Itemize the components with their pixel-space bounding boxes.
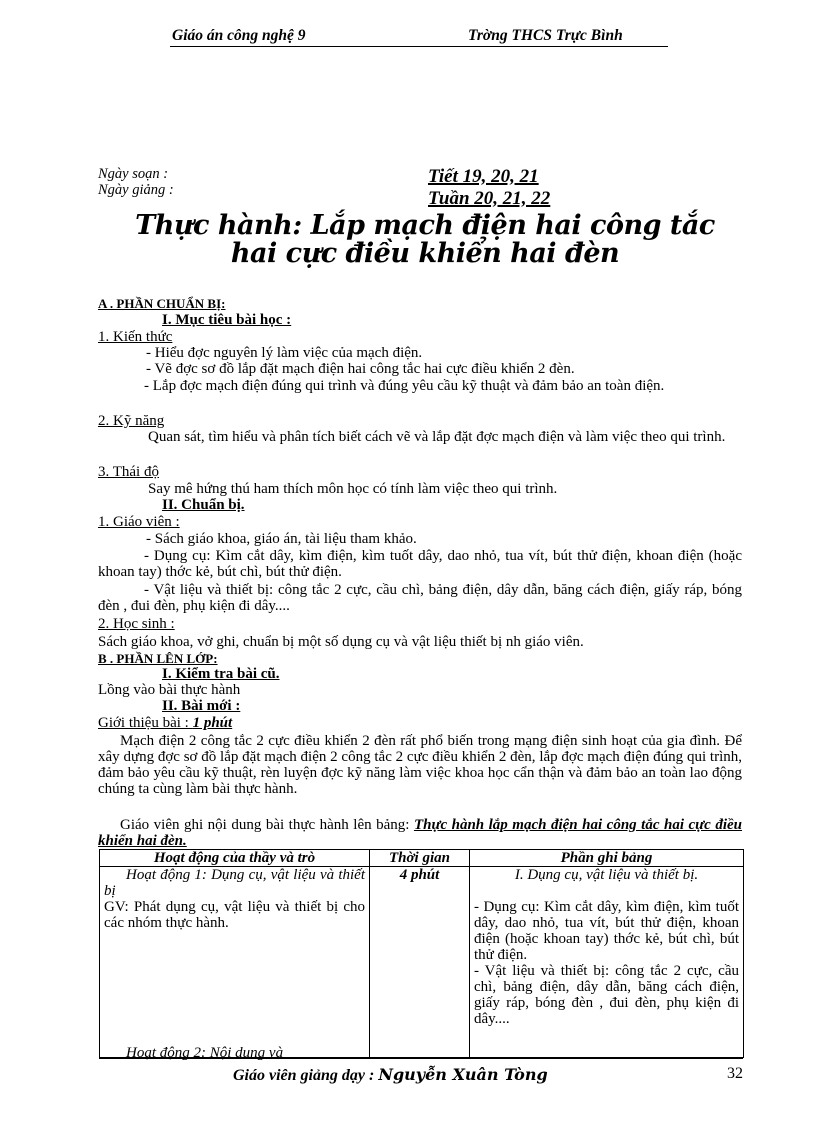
footer-teacher — [233, 1065, 548, 1085]
header-school: Trờng THCS Trực Bình — [468, 27, 623, 44]
page-title: Thực hành: Lắp mạch điện hai công tắc — [135, 210, 715, 241]
preparation-heading: II. Chuẩn bị. — [162, 497, 245, 513]
section-b-heading: B . PHẦN LÊN LỚP: — [98, 651, 218, 666]
page-header — [170, 26, 668, 47]
board-tools: - Dụng cụ: Kìm cắt dây, kìm điện, kìm tuốt dây, dao nhỏ, tua vít, bút thử điện, khoan điện (hoặc khoan tay) thớc kẻ, bút chì, bút thử điện. — [474, 899, 739, 963]
intro-line — [98, 715, 232, 731]
intro-label: Giới thiệu bài : — [98, 715, 193, 731]
col-header-time: Thời gian — [370, 850, 470, 867]
activity1-text: GV: Phát dụng cụ, vật liệu và thiết bị cho các nhóm thực hành. — [104, 899, 365, 931]
board-cell — [470, 867, 744, 1058]
time-cell: 4 phút — [370, 867, 470, 1058]
activity2-title: Hoạt động 2: Nội dung và — [126, 1045, 284, 1061]
col-header-board: Phần ghi bảng — [470, 850, 744, 867]
table-header-row — [100, 850, 744, 867]
board-heading: I. Dụng cụ, vật liệu và thiết bị. — [514, 867, 699, 883]
attitude-heading: 3. Thái độ — [98, 464, 159, 480]
page-footer — [99, 1058, 743, 1087]
lesson-week: Tuần 20, 21, 22 — [428, 188, 551, 209]
prep-date-label: Ngày soạn : — [98, 166, 169, 182]
activity-cell — [100, 867, 370, 1061]
skill-text: Quan sát, tìm hiểu và phân tích biết cách vẽ và lắp đặt đợc mạch điện và làm việc theo qui trình. — [148, 429, 726, 445]
objectives-heading: I. Mục tiêu bài học : — [162, 312, 292, 328]
teacher-item: - Sách giáo khoa, giáo án, tài liệu tham khảo. — [146, 531, 417, 547]
teach-date-label: Ngày giảng : — [98, 182, 174, 198]
new-lesson-heading: II. Bài mới : — [162, 698, 241, 714]
student-text: Sách giáo khoa, vở ghi, chuẩn bị một số dụng cụ và vật liệu thiết bị nh giáo viên. — [98, 634, 584, 650]
activity1-title: Hoạt động 1: Dụng cụ, vật liệu và thiết bị — [104, 867, 365, 899]
attitude-text: Say mê hứng thú ham thích môn học có tính làm việc theo qui trình. — [148, 481, 558, 497]
intro-time: 1 phút — [192, 715, 233, 731]
page-title-line2: hai cực điều khiển hai đèn — [230, 238, 620, 269]
review-text: Lồng vào bài thực hành — [98, 682, 241, 698]
table-row — [100, 867, 744, 1058]
board-intro-text: Giáo viên ghi nội dung bài thực hành lên bảng: — [120, 817, 414, 833]
teacher-heading: 1. Giáo viên : — [98, 514, 180, 530]
footer-label: Giáo viên giảng dạy : — [233, 1067, 379, 1084]
review-heading: I. Kiểm tra bài cũ. — [162, 666, 280, 682]
knowledge-item: - Vẽ đợc sơ đồ lắp đặt mạch điện hai công tắc hai cực điều khiển 2 đèn. — [146, 361, 575, 377]
footer-teacher-name: Nguyễn Xuân Tòng — [378, 1065, 548, 1084]
teacher-item: - Dụng cụ: Kìm cắt dây, kìm điện, kìm tuốt dây, dao nhỏ, tua vít, bút thử điện, khoan điện (hoặc khoan tay) thớc kẻ, bút chì, bút thử điện. — [98, 548, 742, 580]
lesson-period: Tiết 19, 20, 21 — [428, 166, 539, 187]
knowledge-item: - Hiểu đợc nguyên lý làm việc của mạch điện. — [146, 345, 423, 361]
knowledge-heading: 1. Kiến thức — [98, 329, 173, 345]
student-heading: 2. Học sinh : — [98, 616, 175, 632]
skill-heading: 2. Kỹ năng — [98, 413, 165, 429]
board-materials: - Vật liệu và thiết bị: công tắc 2 cực, cầu chì, bảng điện, dây dẫn, băng cách điện, giấy ráp, bóng đèn , đui đèn, phụ kiện đi dây.... — [474, 963, 739, 1027]
board-title: Thực hành lắp mạch điện hai công tắc hai cực điều khiển hai đèn. — [98, 817, 742, 849]
intro-paragraph: Mạch điện 2 công tắc 2 cực điều khiển 2 đèn rất phổ biến trong mạng điện sinh hoạt của gia đình. Để xây dựng đợc sơ đồ lắp đặt mạch điện 2 công tắc 2 cực điều khiển 2 đèn, lắp đợc mạch điện đúng qui trình, đảm bảo yêu cầu kỹ thuật, rèn luyện đợc kỹ năng làm việc khoa học cẩn thận và đảm bảo an toàn lao động chúng ta cùng làm bài thực hành. — [98, 733, 742, 797]
knowledge-item: - Lắp đợc mạch điện đúng qui trình và đúng yêu cầu kỹ thuật và đảm bảo an toàn điện. — [144, 378, 665, 394]
lesson-table — [99, 849, 744, 1061]
board-intro — [98, 817, 742, 849]
page-number: 32 — [727, 1065, 743, 1082]
section-a-heading: A . PHẦN CHUẨN BỊ: — [98, 296, 226, 311]
teacher-item: - Vật liệu và thiết bị: công tắc 2 cực, cầu chì, bảng điện, dây dẫn, băng cách điện, giấy ráp, bóng đèn , đui đèn, phụ kiện đi dây.... — [98, 582, 742, 614]
header-subject: Giáo án công nghệ 9 — [172, 27, 306, 44]
col-header-activity: Hoạt động của thầy và trò — [100, 850, 370, 867]
